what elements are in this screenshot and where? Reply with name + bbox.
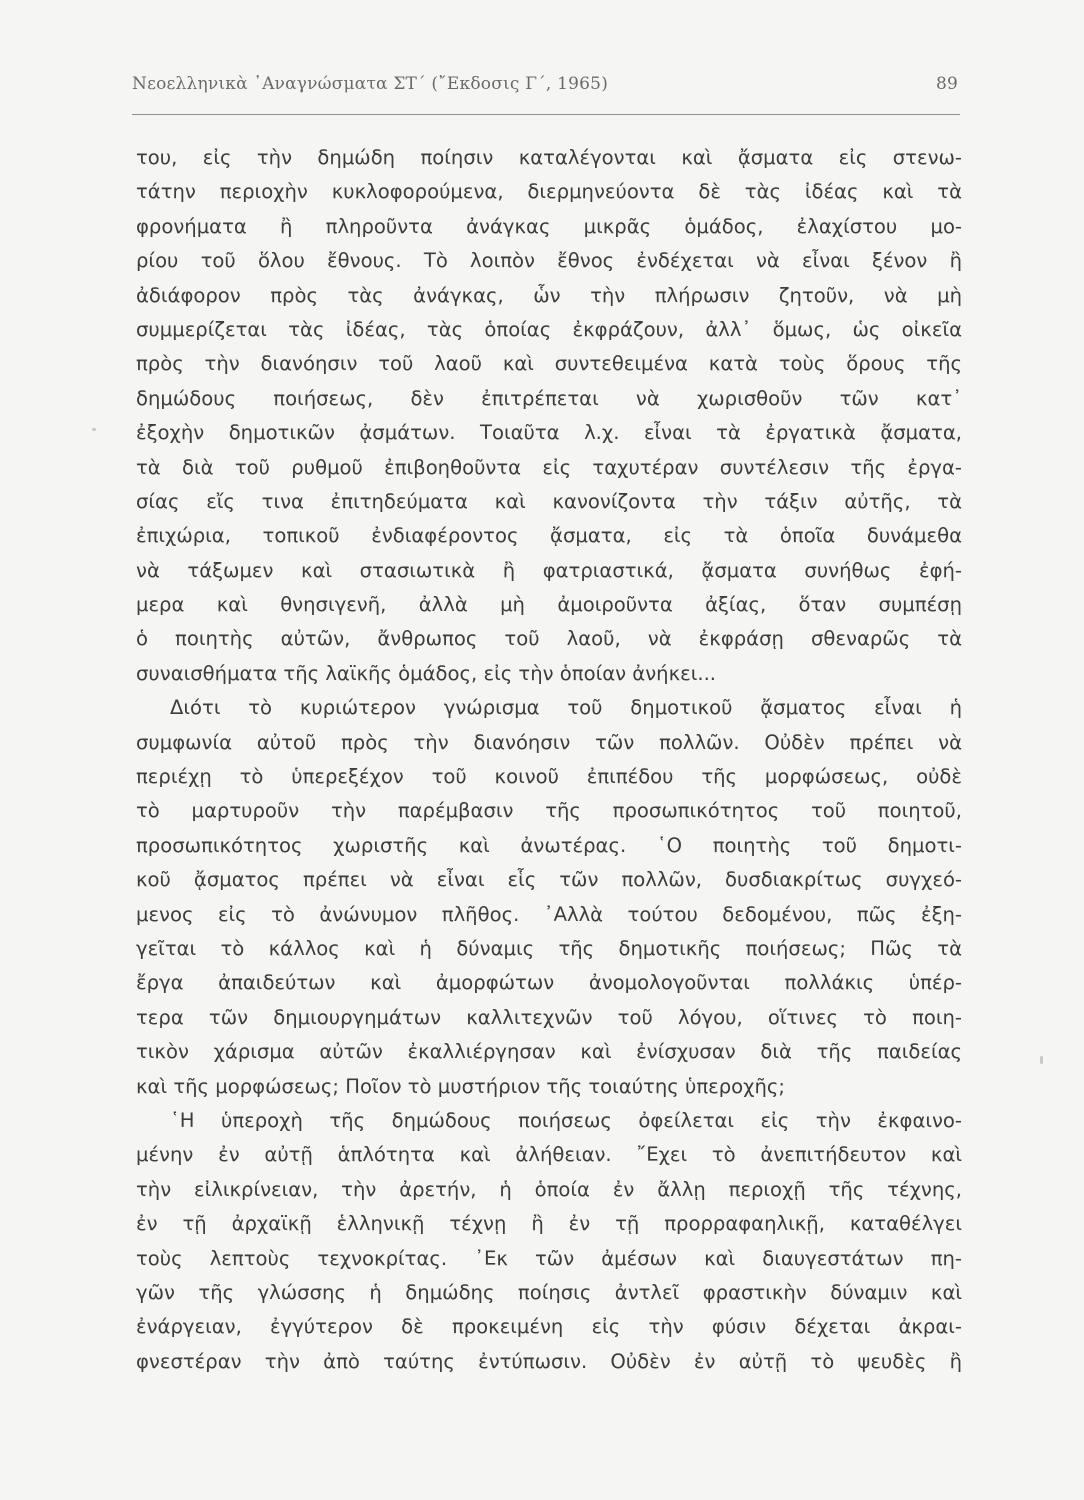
text-line: μενος εἰς τὸ ἀνώνυμον πλῆθος. ᾿Αλλὰ τούτου δεδομένου, πῶς ἐξη- xyxy=(136,902,962,926)
paragraph xyxy=(136,1104,962,1379)
text-line: Διότι τὸ κυριώτερον γνώρισμα τοῦ δημοτικοῦ ᾄσματος εἶναι ἡ xyxy=(170,696,962,720)
text-line: ῾Η ὑπεροχὴ τῆς δημώδους ποιήσεως ὀφείλεται εἰς τὴν ἐκφαινο- xyxy=(170,1108,962,1132)
text-line: τάτην περιοχὴν κυκλοφορούμενα, διερμηνεύοντα δὲ τὰς ἰδέας καὶ τὰ xyxy=(136,180,962,204)
body-text xyxy=(136,141,962,1379)
text-line: πρὸς τὴν διανόησιν τοῦ λαοῦ καὶ συντεθειμένα κατὰ τοὺς ὅρους τῆς xyxy=(136,352,962,376)
text-line: συμμερίζεται τὰς ἰδέας, τὰς ὁποίας ἐκφράζουν, ἀλλ᾿ ὅμως, ὡς οἰκεῖα xyxy=(136,317,962,341)
text-line: τὴν εἰλικρίνειαν, τὴν ἀρετήν, ἡ ὁποία ἐν ἄλλῃ περιοχῇ τῆς τέχνης, xyxy=(136,1177,962,1201)
text-line: μερα καὶ θνησιγενῆ, ἀλλὰ μὴ ἀμοιροῦντα ἀξίας, ὅταν συμπέσῃ xyxy=(136,593,962,617)
text-line: τερα τῶν δημιουργημάτων καλλιτεχνῶν τοῦ λόγου, οἵτινες τὸ ποιη- xyxy=(136,1005,962,1029)
header-rule xyxy=(132,114,960,115)
text-line: προσωπικότητος χωριστῆς καὶ ἀνωτέρας. ῾Ο ποιητὴς τοῦ δημοτι- xyxy=(136,833,962,857)
text-line: ἐνάργειαν, ἐγγύτερον δὲ προκειμένη εἰς τὴν φύσιν δέχεται ἀκραι- xyxy=(136,1315,962,1339)
text-line: γῶν τῆς γλώσσης ἡ δημώδης ποίησις ἀντλεῖ φραστικὴν δύναμιν καὶ xyxy=(136,1280,962,1304)
print-speck xyxy=(92,428,96,431)
text-line: ὁ ποιητὴς αὐτῶν, ἄνθρωπος τοῦ λαοῦ, νὰ ἐκφράσῃ σθεναρῶς τὰ xyxy=(136,627,962,651)
text-line: μένην ἐν αὐτῇ ἁπλότητα καὶ ἀλήθειαν. ῎Εχει τὸ ἀνεπιτήδευτον καὶ xyxy=(136,1143,962,1167)
text-line: τὰ διὰ τοῦ ρυθμοῦ ἐπιβοηθοῦντα εἰς ταχυτέραν συντέλεσιν τῆς ἐργα- xyxy=(136,455,962,479)
text-line: σίας εἴς τινα ἐπιτηδεύματα καὶ κανονίζοντα τὴν τάξιν αὐτῆς, τὰ xyxy=(136,489,962,513)
text-line: γεῖται τὸ κάλλος καὶ ἡ δύναμις τῆς δημοτικῆς ποιήσεως; Πῶς τὰ xyxy=(136,936,962,960)
paragraph xyxy=(136,141,962,691)
text-line: ἐπιχώρια, τοπικοῦ ἐνδιαφέροντος ᾄσματα, εἰς τὰ ὁποῖα δυνάμεθα xyxy=(136,524,962,548)
text-line: συμφωνία αὐτοῦ πρὸς τὴν διανόησιν τῶν πολλῶν. Οὐδὲν πρέπει νὰ xyxy=(136,730,962,754)
text-line: καὶ τῆς μορφώσεως; Ποῖον τὸ μυστήριον τῆς τοιαύτης ὑπεροχῆς; xyxy=(136,1074,785,1098)
text-line: ἐξοχὴν δημοτικῶν ᾀσμάτων. Τοιαῦτα λ.χ. εἶναι τὰ ἐργατικὰ ᾄσματα, xyxy=(136,421,962,445)
running-title: Νεοελληνικὰ ᾿Αναγνώσματα ΣΤ΄ (῎Εκδοσις Γ΄, 1965) xyxy=(132,74,609,94)
text-line: ἀδιάφορον πρὸς τὰς ἀνάγκας, ὧν τὴν πλήρωσιν ζητοῦν, νὰ μὴ xyxy=(136,283,962,307)
text-line: νὰ τάξωμεν καὶ στασιωτικὰ ἢ φατριαστικά, ᾄσματα συνήθως ἐφή- xyxy=(136,558,962,582)
text-line: του, εἰς τὴν δημώδη ποίησιν καταλέγονται καὶ ᾄσματα εἰς στενω- xyxy=(136,146,962,169)
print-speck xyxy=(1040,1056,1043,1064)
text-line: τικὸν χάρισμα αὐτῶν ἐκαλλιέργησαν καὶ ἐνίσχυσαν διὰ τῆς παιδείας xyxy=(136,1040,962,1064)
text-line: φνεστέραν τὴν ἀπὸ ταύτης ἐντύπωσιν. Οὐδὲν ἐν αὐτῇ τὸ ψευδὲς ἢ xyxy=(136,1349,962,1373)
running-header xyxy=(132,74,962,104)
text-line: φρονήματα ἢ πληροῦντα ἀνάγκας μικρᾶς ὁμάδος, ἐλαχίστου μο- xyxy=(136,214,962,238)
text-line: τὸ μαρτυροῦν τὴν παρέμβασιν τῆς προσωπικότητος τοῦ ποιητοῦ, xyxy=(136,799,962,823)
text-line: ἐν τῇ ἀρχαϊκῇ ἑλληνικῇ τέχνῃ ἢ ἐν τῇ προρραφαηλικῇ, καταθέλγει xyxy=(136,1212,962,1236)
text-line: περιέχῃ τὸ ὑπερεξέχον τοῦ κοινοῦ ἐπιπέδου τῆς μορφώσεως, οὐδὲ xyxy=(136,765,962,789)
text-line: κοῦ ᾄσματος πρέπει νὰ εἶναι εἷς τῶν πολλῶν, δυσδιακρίτως συγχεό- xyxy=(136,868,962,892)
page-number: 89 xyxy=(935,74,958,94)
text-line: ἔργα ἀπαιδεύτων καὶ ἀμορφώτων ἀνομολογοῦνται πολλάκις ὑπέρ- xyxy=(136,971,962,995)
text-line: ρίου τοῦ ὅλου ἔθνους. Τὸ λοιπὸν ἔθνος ἐνδέχεται νὰ εἶναι ξένον ἢ xyxy=(136,249,962,273)
text-line: τοὺς λεπτοὺς τεχνοκρίτας. ᾿Εκ τῶν ἀμέσων καὶ διαυγεστάτων πη- xyxy=(136,1246,962,1270)
text-line: συναισθήματα τῆς λαϊκῆς ὁμάδος, εἰς τὴν ὁποίαν ἀνήκει... xyxy=(136,661,717,685)
paragraph xyxy=(136,691,962,1104)
text-line: δημώδους ποιήσεως, δὲν ἐπιτρέπεται νὰ χωρισθοῦν τῶν κατ᾿ xyxy=(136,386,962,410)
